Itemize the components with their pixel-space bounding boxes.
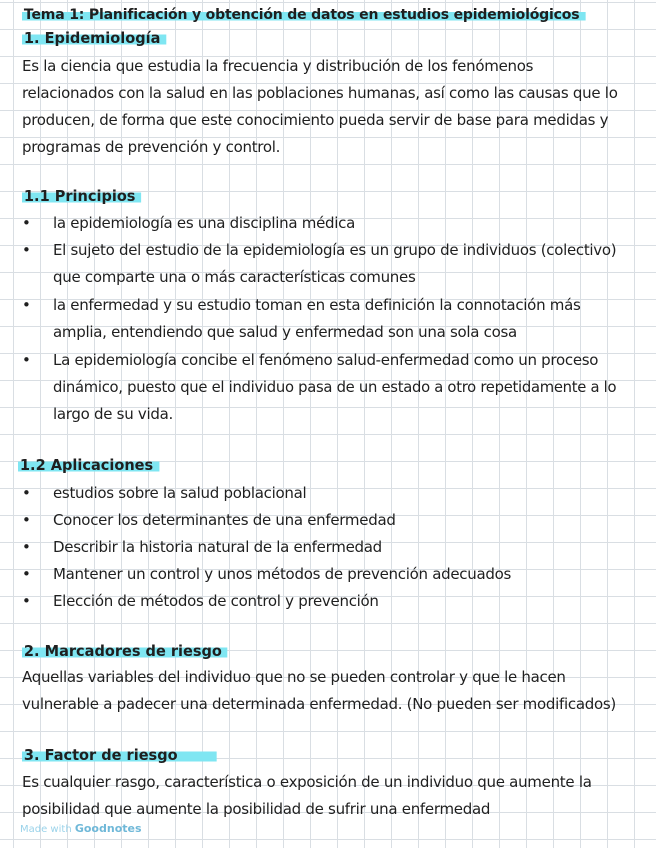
bullet-icon: • <box>22 296 31 314</box>
section-2-heading-row <box>22 641 636 661</box>
section-1-heading-row <box>22 28 636 48</box>
list-item-text: La epidemiología concibe el fenómeno salud-enfermedad como un proceso <box>52 351 599 369</box>
list-item-text: la enfermedad y su estudio toman en esta definición la connotación más <box>52 296 581 314</box>
list-item-text: El sujeto del estudio de la epidemiología es un grupo de individuos (colectivo) <box>52 241 617 259</box>
bullet-icon: • <box>22 214 31 232</box>
list-item-text: Elección de métodos de control y prevención <box>52 592 379 610</box>
section-1-heading: 1. Epidemiología <box>22 29 166 47</box>
watermark-prefix: Made with <box>20 824 72 835</box>
list-item-text: estudios sobre la salud poblacional <box>52 484 307 502</box>
section-1-2-heading-row <box>18 455 636 475</box>
list-item-text: Mantener un control y unos métodos de prevención adecuados <box>52 565 512 583</box>
list-item-text: Conocer los determinantes de una enfermedad <box>52 511 396 529</box>
section-1-line-4: programas de prevención y control. <box>22 138 281 156</box>
bullet-icon: • <box>22 565 31 583</box>
section-3-line-2: posibilidad que aumente la posibilidad de sufrir una enfermedad <box>22 800 491 818</box>
list-item-text: dinámico, puesto que el individuo pasa de un estado a otro repetidamente a lo <box>52 378 617 396</box>
watermark-brand: Goodnotes <box>74 822 142 835</box>
page-title-row <box>22 4 636 25</box>
bullet-icon: • <box>22 484 31 502</box>
goodnotes-watermark <box>20 822 142 835</box>
list-item-text: la epidemiología es una disciplina médica <box>52 214 356 232</box>
section-1-line-2: relacionados con la salud en las poblaciones humanas, así como las causas que lo <box>22 84 618 102</box>
list-item-text: largo de su vida. <box>52 405 174 423</box>
section-1-1-heading-row <box>22 186 636 206</box>
section-1-line-3: producen, de forma que este conocimiento pueda servir de base para medidas y <box>22 111 609 129</box>
section-3-heading: 3. Factor de riesgo <box>22 746 216 764</box>
bullet-icon: • <box>22 241 31 259</box>
section-2-line-2: vulnerable a padecer una determinada enfermedad. (No pueden ser modificados) <box>22 695 617 713</box>
section-1-1-heading: 1.1 Principios <box>22 187 141 205</box>
list-item-text: que comparte una o más características comunes <box>52 268 416 286</box>
section-2-heading: 2. Marcadores de riesgo <box>22 642 228 660</box>
bullet-icon: • <box>22 592 31 610</box>
section-1-2-heading: 1.2 Aplicaciones <box>18 456 159 474</box>
bullet-icon: • <box>22 351 31 369</box>
page-title: Tema 1: Planificación y obtención de datos en estudios epidemiológicos <box>22 7 585 23</box>
list-item-text: Describir la historia natural de la enfermedad <box>52 538 382 556</box>
section-2-line-1: Aquellas variables del individuo que no se pueden controlar y que le hacen <box>22 668 566 686</box>
list-item-text: amplia, entendiendo que salud y enfermedad son una sola cosa <box>52 323 517 341</box>
bullet-icon: • <box>22 511 31 529</box>
section-1-line-1: Es la ciencia que estudia la frecuencia y distribución de los fenómenos <box>22 57 534 75</box>
bullet-icon: • <box>22 538 31 556</box>
section-3-heading-row <box>22 745 636 765</box>
section-3-line-1: Es cualquier rasgo, característica o exposición de un individuo que aumente la <box>22 773 592 791</box>
